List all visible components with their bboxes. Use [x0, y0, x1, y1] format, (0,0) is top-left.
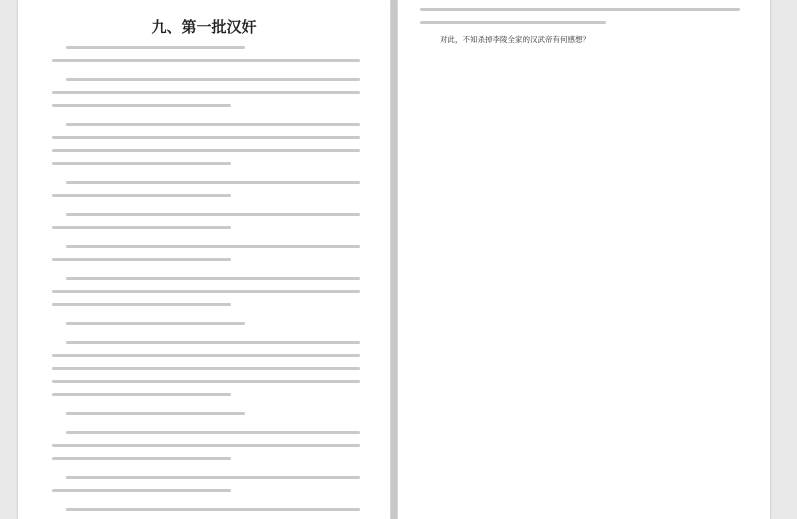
text-line — [52, 149, 360, 152]
text-line — [420, 21, 606, 24]
text-line — [52, 290, 360, 293]
text-line — [66, 181, 360, 184]
text-line — [52, 194, 231, 197]
text-line — [420, 8, 740, 11]
text-line — [52, 354, 360, 357]
text-line — [66, 412, 245, 415]
text-line — [66, 322, 245, 325]
left-page — [18, 0, 390, 519]
text-line — [66, 46, 245, 49]
text-line — [52, 136, 360, 139]
text-line — [52, 303, 231, 306]
right-page — [398, 0, 770, 519]
text-line — [52, 226, 231, 229]
text-line — [66, 508, 360, 511]
body-text-placeholder — [52, 46, 360, 511]
text-line — [66, 123, 360, 126]
text-line — [52, 393, 231, 396]
text-line — [66, 213, 360, 216]
page-gutter — [391, 0, 397, 519]
text-line — [52, 380, 360, 383]
text-line — [52, 258, 231, 261]
text-line — [52, 489, 231, 492]
text-line — [52, 91, 360, 94]
text-line — [52, 162, 231, 165]
text-line — [52, 444, 360, 447]
chapter-title: 九、第一批汉奸 — [151, 18, 257, 36]
text-line — [66, 431, 360, 434]
text-line — [52, 59, 360, 62]
continuation-text-placeholder — [420, 8, 740, 34]
text-line — [66, 78, 360, 81]
text-line — [66, 341, 360, 344]
text-line — [66, 277, 360, 280]
text-line — [52, 367, 360, 370]
closing-question: 对此，不知杀掉李陵全家的汉武帝有何感想？ — [440, 35, 590, 44]
text-line — [52, 457, 231, 460]
text-line — [66, 476, 360, 479]
text-line — [52, 104, 231, 107]
text-line — [66, 245, 360, 248]
